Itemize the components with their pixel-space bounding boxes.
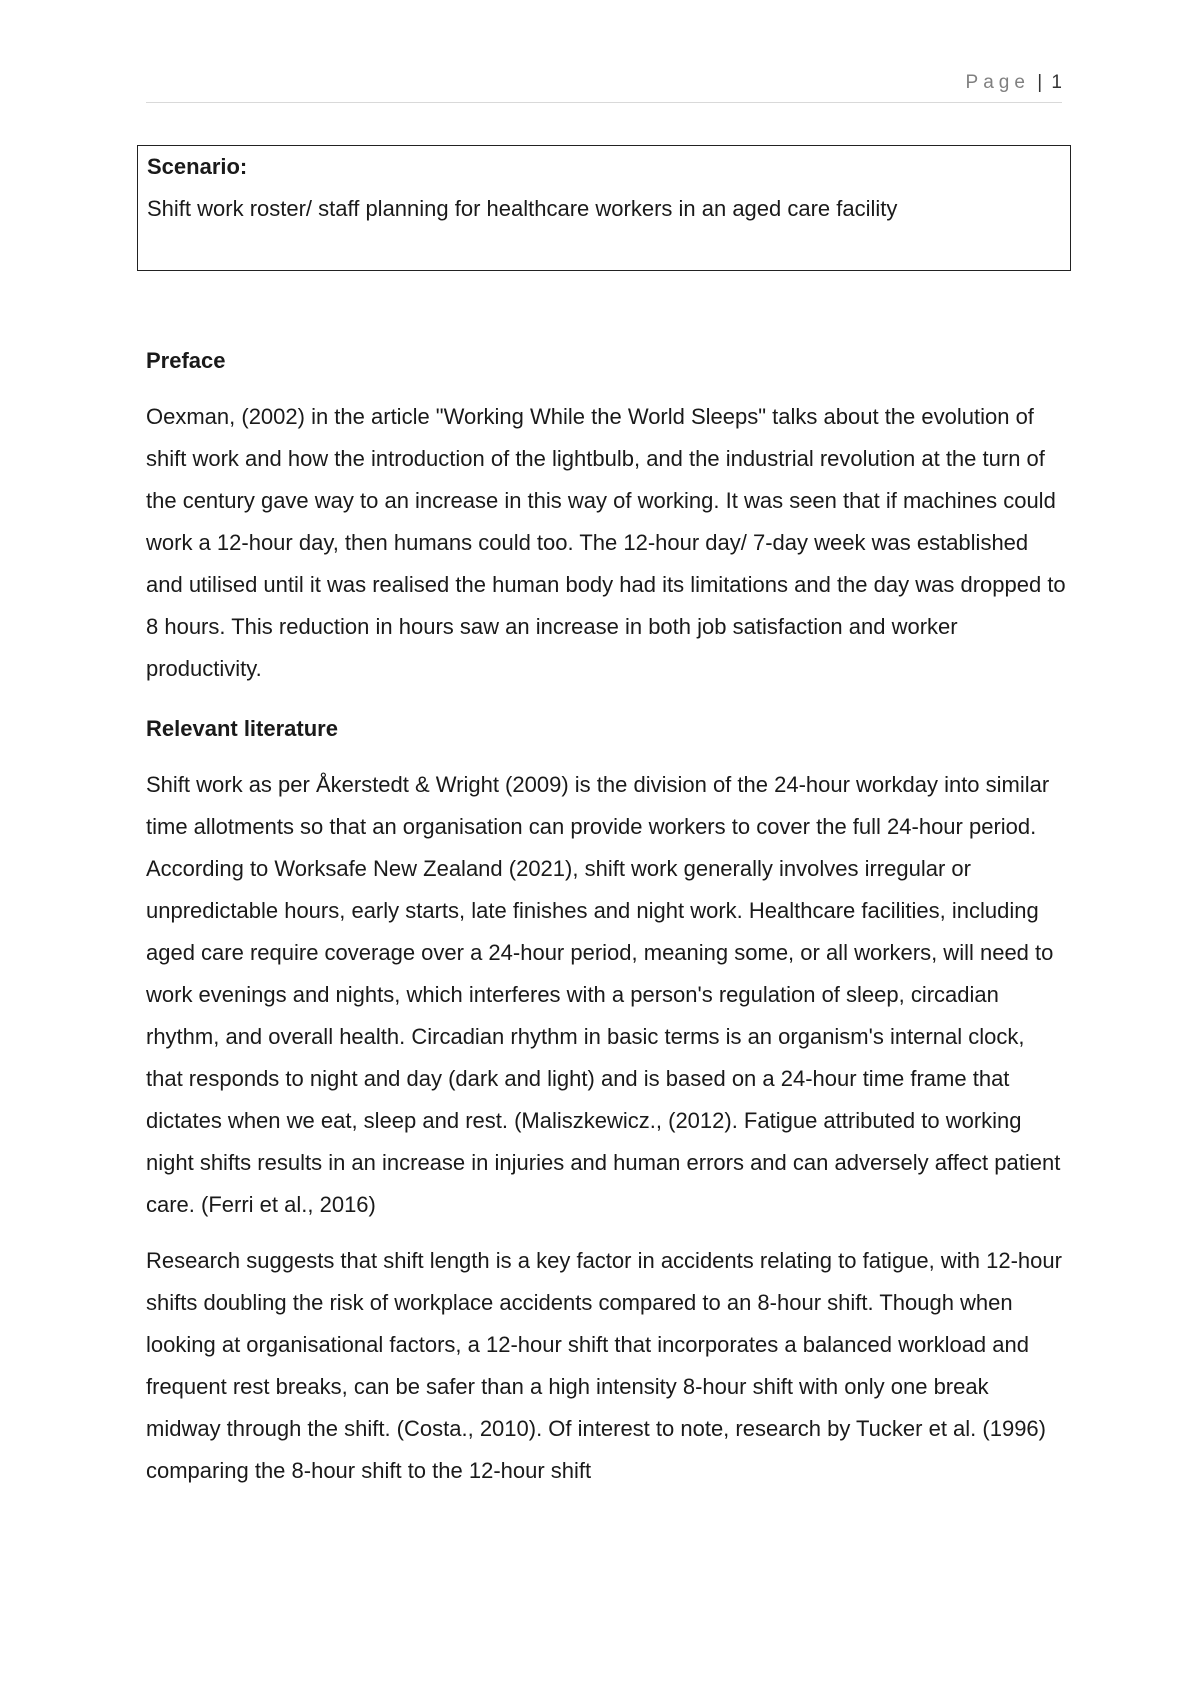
scenario-text: Shift work roster/ staff planning for healthcare workers in an aged care facility xyxy=(147,196,898,221)
page-word: Page xyxy=(965,72,1030,93)
page-number-label xyxy=(966,72,1062,94)
literature-paragraph-2: Research suggests that shift length is a key factor in accidents relating to fatigue, with 12-hour shifts doubling the risk of workplace accidents compared to an 8-hour shift. Though when looking at organisational factors, a 12-hour shift that incorporates a balanced workload and frequent rest breaks, can be safer than a high intensity 8-hour shift with only one break midway through the shift. (Costa., 2010). Of interest to note, research by Tucker et al. (1996) comparing the 8-hour shift to the 12-hour shift xyxy=(146,1248,1062,1483)
scenario-title: Scenario: xyxy=(147,154,248,179)
page-header xyxy=(146,70,1062,103)
page-number: 1 xyxy=(1051,72,1062,93)
scenario-box xyxy=(137,145,1071,271)
preface-heading: Preface xyxy=(146,348,226,373)
literature-paragraph-1: Shift work as per Åkerstedt & Wright (2009) is the division of the 24-hour workday into similar time allotments so that an organisation can provide workers to cover the full 24-hour period. According to Worksafe New Zealand (2021), shift work generally involves irregular or unpredictable hours, early starts, late finishes and night work. Healthcare facilities, including aged care require coverage over a 24-hour period, meaning some, or all workers, will need to work evenings and nights, which interferes with a person's regulation of sleep, circadian rhythm, and overall health. Circadian rhythm in basic terms is an organism's internal clock, that responds to night and day (dark and light) and is based on a 24-hour time frame that dictates when we eat, sleep and rest. (Maliszkewicz., (2012). Fatigue attributed to working night shifts results in an increase in injuries and human errors and can adversely affect patient care. (Ferri et al., 2016) xyxy=(146,772,1061,1217)
literature-heading: Relevant literature xyxy=(146,716,338,741)
preface-paragraph: Oexman, (2002) in the article "Working While the World Sleeps" talks about the evolution of shift work and how the introduction of the lightbulb, and the industrial revolution at the turn of the century gave way to an increase in this way of working. It was seen that if machines could work a 12-hour day, then humans could too. The 12-hour day/ 7-day week was established and utilised until it was realised the human body had its limitations and the day was dropped to 8 hours. This reduction in hours saw an increase in both job satisfaction and worker productivity. xyxy=(146,404,1066,681)
document-body xyxy=(146,346,1066,1506)
page-separator: | xyxy=(1037,72,1043,93)
